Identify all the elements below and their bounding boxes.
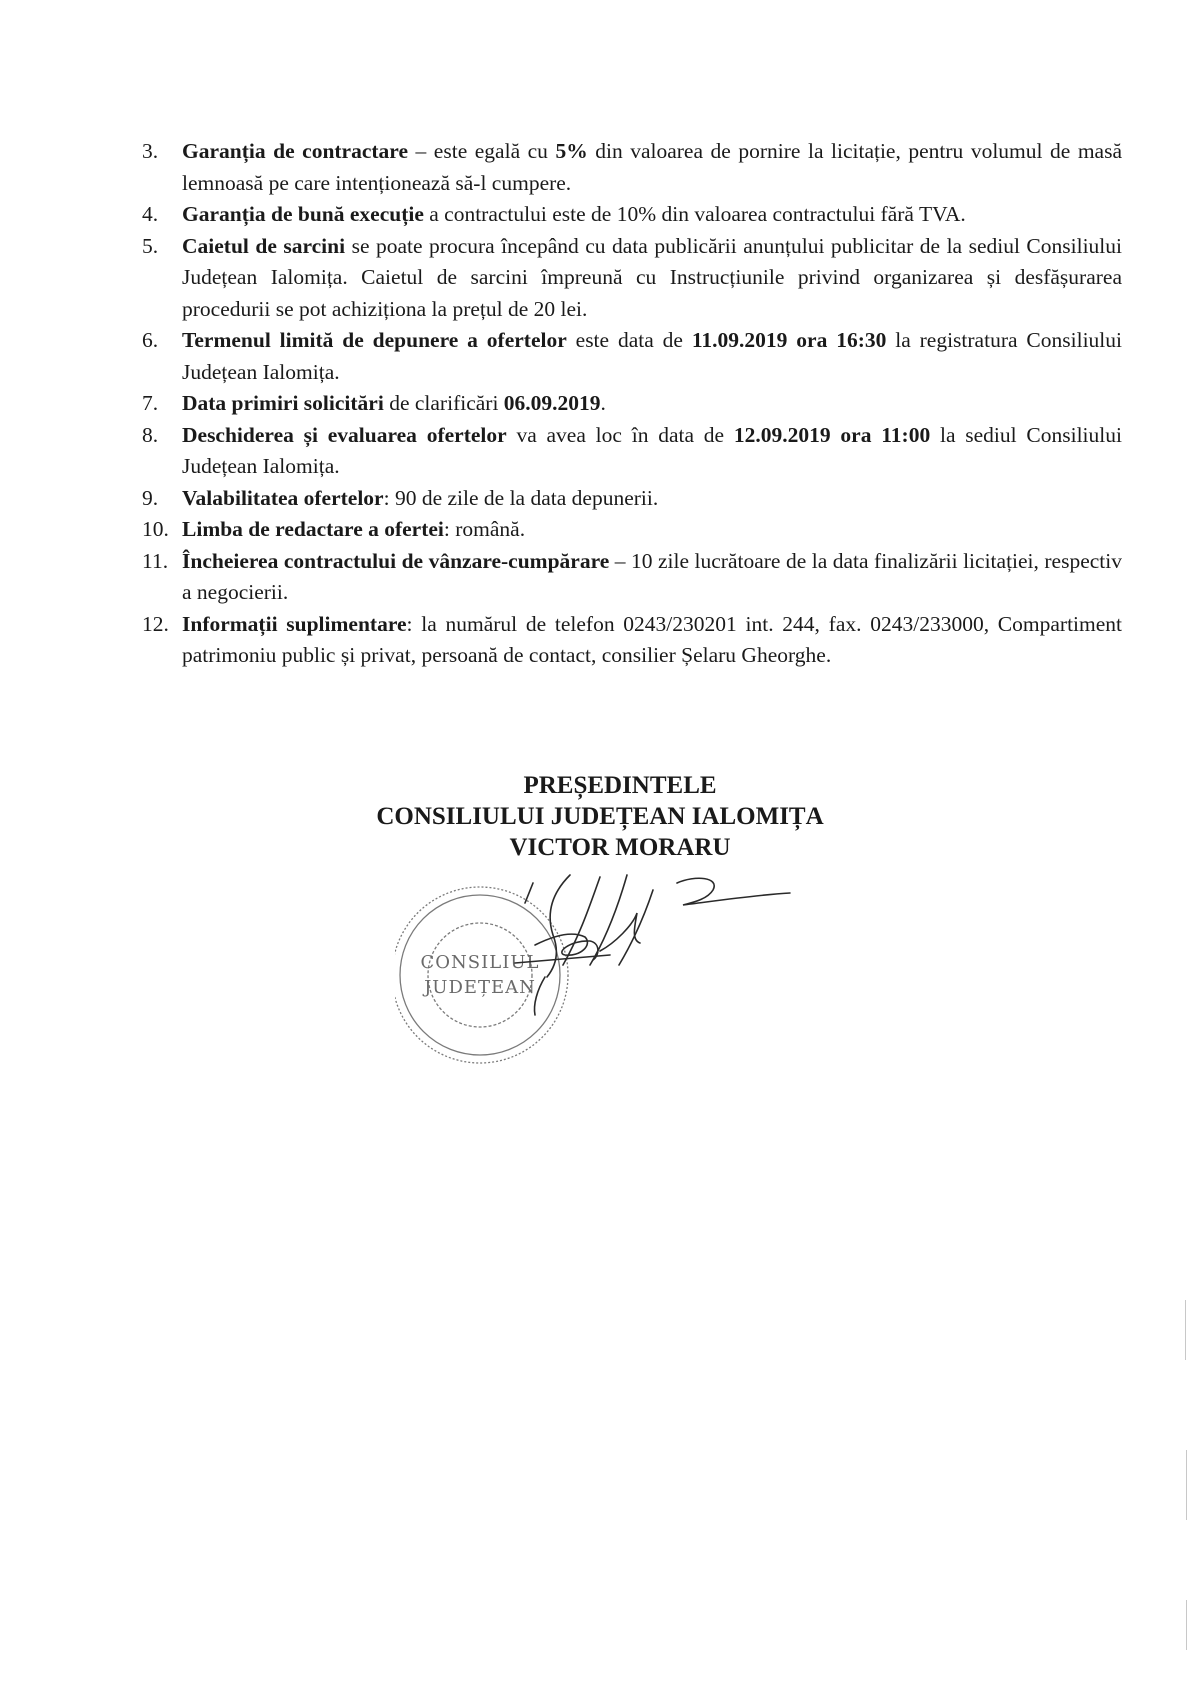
list-item [142, 199, 1122, 231]
list-item-number: 9. [142, 485, 159, 510]
scan-margin-mark [1186, 1600, 1187, 1650]
item-body-text: este data de [566, 328, 692, 352]
item-heading-text: Garanția de bună execuție [182, 202, 424, 226]
list-item-number: 3. [142, 139, 159, 163]
item-heading-text: Deschiderea și evaluarea ofertelor [182, 422, 507, 447]
list-item-number: 8. [142, 422, 159, 447]
stamp-center-line2: JUDEȚEAN [424, 977, 536, 998]
list-item-number: 5. [142, 233, 159, 258]
stamp-center-line1: CONSILIUL [420, 952, 540, 973]
item-body-text: : la numărul de telefon 0243/230201 int. 244, fax. 0243/233000, Compartiment patrimoniu public și privat, persoană de contact, consilier Șelaru Gheorghe. [182, 611, 1123, 667]
item-body-text: a contractului este de 10% din valoarea contractului fără TVA. [423, 202, 966, 226]
item-body-text: va avea loc în data de [506, 422, 734, 447]
council-name: CONSILIULUI JUDEȚEAN IALOMIȚA [376, 803, 824, 830]
item-heading-text: 12.09.2019 ora 11:00 [733, 422, 931, 447]
item-body-text: de clarificări [383, 391, 504, 415]
item-heading-text: Limba de redactare a ofertei [182, 517, 444, 541]
president-title: PREȘEDINTELE [523, 772, 717, 799]
stamp-and-signature-graphic [395, 865, 825, 1095]
list-item-number: 10. [142, 517, 169, 541]
item-heading-text: Data primiri solicitări [182, 391, 384, 415]
list-item-number: 7. [142, 391, 159, 415]
item-body-text: se poate procura începând cu data publicării anunțului publicitar de la sediul Consiliului Județean Ialomița. Caietul de sarcini împreună cu Instrucțiunile privind organizarea și desfășurarea procedurii se pot achiziționa la prețul de 20 lei. [182, 233, 1123, 321]
item-body-text: la registratura Consiliului Județean Ialomița. [182, 328, 1122, 384]
scan-margin-mark [1186, 1450, 1187, 1520]
list-item [142, 483, 1122, 515]
item-heading-text: Garanția de contractare [182, 139, 409, 163]
list-item-number: 12. [142, 611, 169, 636]
signature-and-stamp [395, 865, 825, 1095]
official-stamp [395, 887, 568, 1063]
list-item [142, 388, 1122, 420]
list-item-number: 4. [142, 202, 159, 226]
item-body-text: . [600, 391, 606, 415]
item-body-text: – este egală cu [408, 139, 556, 163]
list-item [142, 136, 1122, 199]
list-item [142, 231, 1122, 326]
item-heading-text: 11.09.2019 ora 16:30 [691, 328, 887, 352]
list-item [142, 325, 1122, 388]
item-heading-text: Termenul limită de depunere a ofertelor [182, 328, 567, 352]
list-item [142, 546, 1122, 609]
item-body-text: la sediul Consiliului Județean Ialomița. [182, 422, 1122, 478]
item-body-text: : română. [443, 517, 526, 541]
president-name: VICTOR MORARU [509, 834, 731, 861]
signature-title-block [0, 770, 1200, 863]
item-heading-text: Caietul de sarcini [182, 233, 346, 258]
list-item [142, 514, 1122, 546]
item-heading-text: 06.09.2019 [503, 391, 601, 415]
list-item [142, 420, 1122, 483]
item-heading-text: Informații suplimentare [182, 611, 407, 636]
item-body-text: – 10 zile lucrătoare de la data finalizării licitației, respectiv a negocierii. [182, 548, 1122, 604]
handwritten-signature [515, 875, 790, 1015]
list-item-number: 11. [142, 548, 169, 573]
item-body-text: din valoarea de pornire la licitație, pentru volumul de masă lemnoasă pe care intenționează să-l cumpere. [182, 139, 1122, 195]
list-item-number: 6. [142, 328, 159, 352]
conditions-list [142, 136, 1122, 672]
item-heading-text: Încheierea contractului de vânzare-cumpărare [182, 548, 610, 573]
item-body-text: : 90 de zile de la data depunerii. [383, 485, 659, 510]
item-heading-text: Valabilitatea ofertelor [182, 485, 384, 510]
scan-margin-mark [1185, 1300, 1186, 1360]
item-heading-text: 5% [555, 139, 588, 163]
list-item [142, 609, 1122, 672]
